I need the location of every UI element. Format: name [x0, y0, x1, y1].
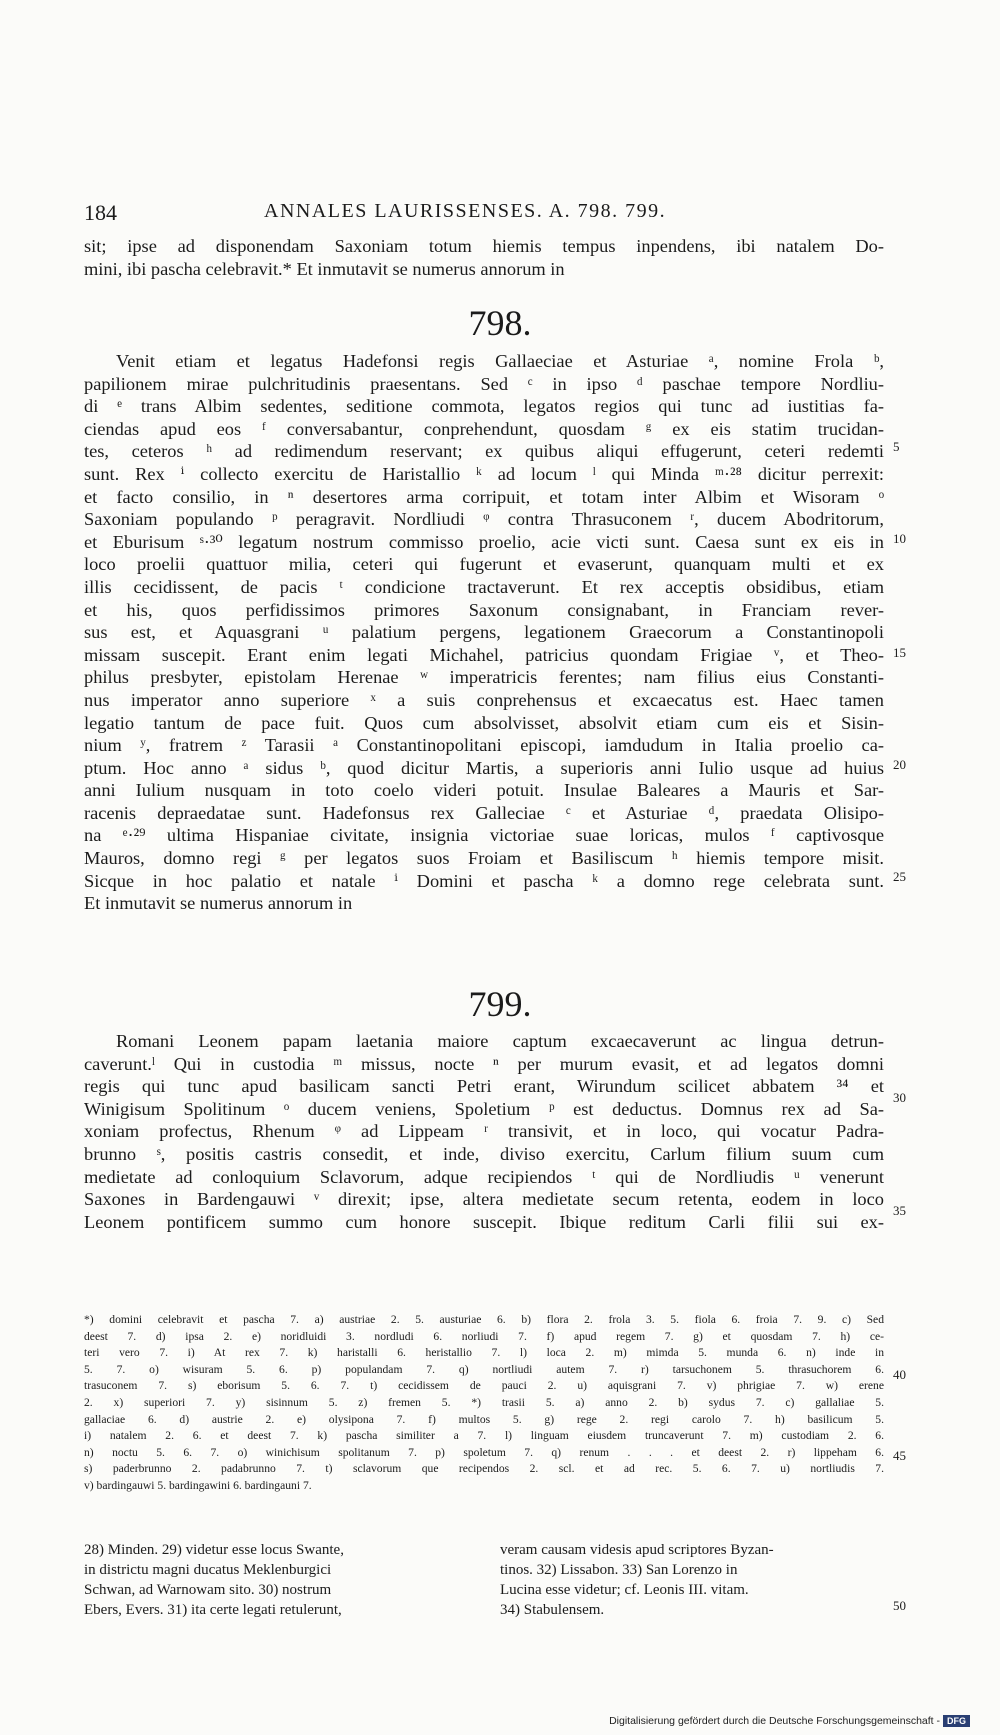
footnote-line: teri vero 7. i) At rex 7. k) haristalli 6. heristallio 7. l) loca 2. m) mimda 5. munda 6. n) inde in	[84, 1346, 884, 1360]
text-line: brunno ˢ, positis castris consedit, et inde, diviso exercitu, Carlum filium suum cum	[84, 1143, 884, 1164]
footnote-line: v) bardingauwi 5. bardingawini 6. bardingauni 7.	[84, 1478, 312, 1492]
footnote-line: i) natalem 2. 6. et deest 7. k) pascha similiter a 7. l) linguam eiusdem truncaverunt 7. m) custodiam 2. 6.	[84, 1429, 884, 1443]
digitization-credit	[609, 1715, 970, 1727]
note-line: 34) Stabulensem.	[500, 1602, 605, 1618]
text-line: sit; ipse ad disponendam Saxoniam totum hiemis tempus inpendens, ibi natalem Do-	[84, 236, 884, 256]
year-heading-799: 799.	[468, 984, 532, 1024]
running-title: ANNALES LAURISSENSES. A. 798. 799.	[264, 200, 667, 222]
line-number: 35	[893, 1203, 906, 1218]
note-line: in districtu magni ducatus Meklenburgici	[84, 1562, 332, 1578]
text-line: loco proelii quattuor milia, ceteri qui fugerunt et evaserunt, quanquam multi et ex	[84, 554, 884, 575]
line-number: 20	[893, 757, 906, 772]
text-line: papilionem mirae pulchritudinis praesentans. Sed ᶜ in ipso ᵈ paschae tempore Nordliu-	[84, 373, 884, 394]
text-line: Romani Leonem papam laetania maiore captum excaecaverunt ac lingua detrun-	[116, 1031, 884, 1051]
footnote-line: *) domini celebravit et pascha 7. a) austriae 2. 5. austuriae 6. b) flora 2. frola 3. 5. fiola 6. froia 7. 9. c) Sed	[84, 1313, 884, 1326]
line-number: 30	[893, 1090, 906, 1105]
text-line: sus est, et Aquasgrani ᵘ palatium pergens, legationem Graecorum a Constantinopoli	[84, 622, 884, 643]
note-line: Ebers, Evers. 31) ita certe legati retulerunt,	[84, 1602, 342, 1618]
page-number: 184	[84, 200, 117, 225]
footnote-line: gallaciae 6. d) austrie 2. e) olysipona 7. f) multos 5. g) rege 2. regi carolo 7. h) basilicum 5.	[84, 1412, 884, 1426]
line-number: 50	[893, 1598, 906, 1613]
note-line: veram causam videsis apud scriptores Byzan-	[500, 1542, 774, 1558]
text-line: Venit etiam et legatus Hadefonsi regis Gallaeciae et Asturiae ᵃ, nomine Frola ᵇ,	[116, 351, 884, 371]
text-line: Leonem pontificem summo cum honore suscepit. Ibique reditum Carli filii sui ex-	[84, 1211, 884, 1232]
text-line: xoniam profectus, Rhenum ᵠ ad Lippeam ʳ transivit, et in loco, qui vocatur Padra-	[84, 1121, 884, 1142]
line-number: 45	[893, 1448, 906, 1463]
entry-799	[84, 1030, 884, 1233]
note-line: 28) Minden. 29) videtur esse locus Swante,	[84, 1542, 344, 1558]
running-header	[84, 200, 724, 224]
text-line: nium ʸ, fratrem ᶻ Tarasii ᵃ Constantinopolitani episcopi, iamdudum in Italia proelio ca-	[84, 735, 884, 756]
text-line: mini, ibi pascha celebravit.* Et inmutavit se numerus annorum in	[84, 258, 565, 279]
text-line: Sicque in hoc palatio et natale ⁱ Domini et pascha ᵏ a domno rege celebrata sunt.	[84, 870, 884, 891]
text-line: di ᵉ trans Albim sedentes, seditione commota, legatos regios qui tunc ad iustitias fa-	[84, 396, 884, 417]
text-line: Mauros, domno regi ᵍ per legatos suos Froiam et Basiliscum ʰ hiemis tempore misit.	[84, 848, 884, 869]
text-line: racenis depraedatae sunt. Hadefonsus rex Galleciae ᶜ et Asturiae ᵈ, praedata Olisipo-	[84, 802, 884, 823]
line-number: 10	[893, 531, 906, 546]
text-line: Saxones in Bardengauwi ᵛ direxit; ipse, altera medietate secum retenta, eodem in loco	[84, 1189, 884, 1210]
text-line: illis cecidissent, de pacis ᵗ condicione tractaverunt. Et rex acceptis obsidibus, etiam	[84, 576, 884, 597]
text-line: na ᵉ·²⁹ ultima Hispaniae civitate, insignia victoriae suae loricas, mulos ᶠ captivosque	[84, 825, 884, 846]
text-line: et his, quos perfidissimos primores Saxonum consignabant, in Franciam rever-	[84, 599, 884, 620]
footnote-line: trasuconem 7. s) eborisum 5. 6. 7. t) cecidissem de pauci 2. u) aquisgrani 7. v) phrigiae 7. w) erene	[84, 1379, 884, 1393]
text-line: nus imperator anno superiore ˣ a suis conprehensus et excaecatus est. Haec tamen	[84, 689, 884, 710]
footnote-line: s) paderbrunno 2. padabrunno 7. t) sclavorum que recipendos 2. scl. et ad rec. 5. 6. 7. u) nortliudis 7.	[84, 1462, 884, 1476]
text-line: Winigisum Spolitinum ᵒ ducem veniens, Spoletium ᵖ est deductus. Domnus rex ad Sa-	[84, 1098, 884, 1119]
text-line: legatio tantum de pace fuit. Quos cum absolvisset, absolvit etiam cum eis et Sisin-	[84, 712, 884, 733]
text-line: anni Iulium nusquam in toto coelo videri potuit. Insulae Baleares a Mauris et Sar-	[84, 780, 884, 801]
notes-column-left	[84, 1540, 474, 1620]
note-line: tinos. 32) Lissabon. 33) San Lorenzo in	[500, 1562, 738, 1578]
text-line: ptum. Hoc anno ᵃ sidus ᵇ, quod dicitur Martis, a superioris anni Iulio usque ad huius	[84, 757, 884, 778]
note-line: Lucina esse videtur; cf. Leonis III. vitam.	[500, 1582, 749, 1598]
critical-apparatus	[84, 1312, 884, 1495]
footnote-line: 2. x) superiori 7. y) sisinnum 5. z) fremen 5. *) trasii 5. a) anno 2. b) sydus 7. c) gallaliae 5.	[84, 1395, 884, 1409]
text-line: tes, ceteros ʰ ad redimendum reservant; ex quibus aliqui effugerunt, ceteri redemti	[84, 441, 884, 462]
intro-paragraph	[84, 235, 884, 280]
entry-798	[84, 350, 884, 915]
text-line: philus presbyter, epistolam Herenae ʷ imperatricis ferentes; nam filius eius Constanti-	[84, 667, 884, 688]
text-line: sunt. Rex ⁱ collecto exercitu de Haristallio ᵏ ad locum ˡ qui Minda ᵐ·²⁸ dicitur perrexit:	[84, 463, 884, 484]
footnote-line: deest 7. d) ipsa 2. e) noridluidi 3. nordludi 6. norliudi 7. f) apud regem 7. g) et quosdam 7. h) ce-	[84, 1329, 884, 1343]
dfg-logo: DFG	[943, 1715, 970, 1727]
text-line: Et inmutavit se numerus annorum in	[84, 893, 353, 914]
note-line: Schwan, ad Warnowam sito. 30) nostrum	[84, 1582, 332, 1598]
year-heading-798: 798.	[468, 303, 532, 343]
line-number: 5	[893, 439, 900, 454]
text-line: et facto consilio, in ⁿ desertores arma corripuit, et totam inter Albim et Wisoram ᵒ	[84, 486, 884, 507]
text-line: medietate ad conloquium Sclavorum, adque recipiendos ᵗ qui de Nordliudis ᵘ venerunt	[84, 1166, 884, 1187]
text-line: regis qui tunc apud basilicam sancti Petri erant, Wirundum scilicet abbatem ³⁴ et	[84, 1076, 884, 1097]
footnote-line: n) noctu 5. 6. 7. o) winichisum spolitanum 7. p) spoletum 7. q) renum . . . et deest 2. r) lippeham 6.	[84, 1445, 884, 1459]
text-line: Saxoniam populando ᵖ peragravit. Nordliudi ᵠ contra Thrasuconem ʳ, ducem Abodritorum,	[84, 509, 884, 530]
line-number: 40	[893, 1367, 906, 1382]
credit-text: Digitalisierung gefördert durch die Deutsche Forschungsgemeinschaft -	[609, 1714, 940, 1727]
text-line: missam suscepit. Erant enim legati Michahel, patricius quondam Frigiae ᵛ, et Theo-	[84, 644, 884, 665]
text-line: et Eburisum ˢ·³⁰ legatum nostrum commisso proelio, acie victi sunt. Caesa sunt ex eis in	[84, 531, 884, 552]
line-number: 15	[893, 645, 906, 660]
text-line: ciendas apud eos ᶠ conversabantur, conprehendunt, quosdam ᵍ ex eis statim trucidan-	[84, 418, 884, 439]
line-number: 25	[893, 869, 906, 884]
footnote-line: 5. 7. o) wisuram 5. 6. p) populandam 7. q) nortliudi autem 7. r) tarsuchonem 5. thrasuchorem 6.	[84, 1362, 884, 1376]
notes-column-right	[500, 1540, 884, 1620]
text-line: caverunt.ˡ Qui in custodia ᵐ missus, nocte ⁿ per murum evasit, et ad legatos domni	[84, 1053, 884, 1074]
